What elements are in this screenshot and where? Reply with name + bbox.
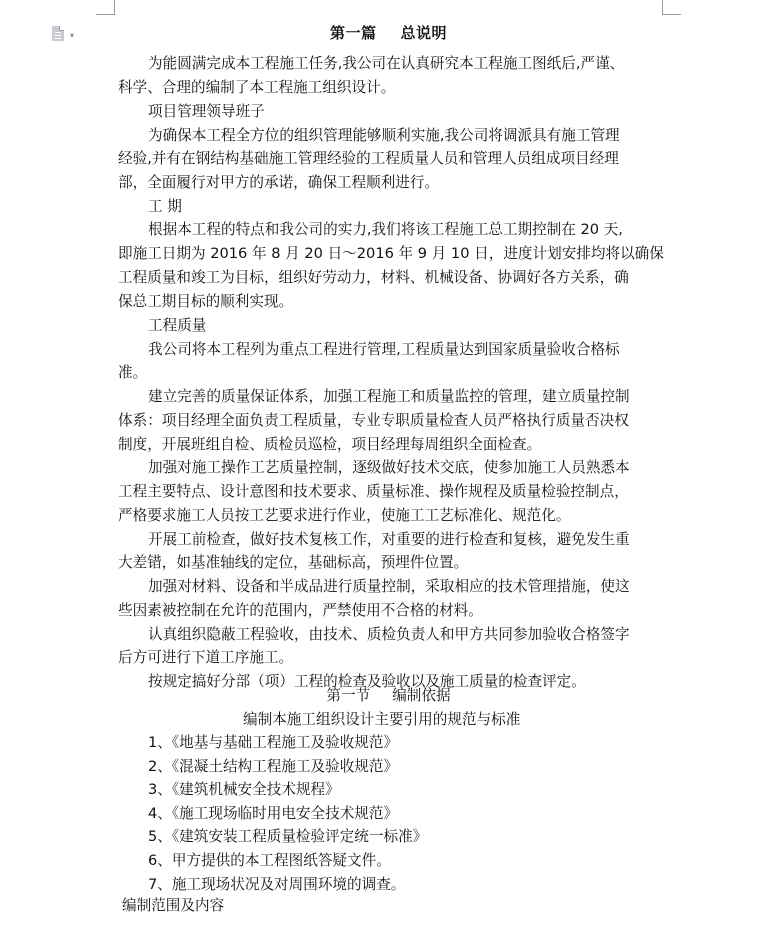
body-line: 按规定搞好分部（项）工程的检查及验收以及施工质量的检查评定。	[148, 673, 586, 690]
list-item: 6、甲方提供的本工程图纸答疑文件。	[148, 852, 391, 869]
body-line: 部，全面履行对甲方的承诺，确保工程顺利进行。	[118, 174, 440, 191]
body-line: 加强对材料、设备和半成品进行质量控制，采取相应的技术管理措施，使这	[148, 578, 630, 595]
body-line: 准。	[118, 364, 148, 381]
body-line: 为确保本工程全方位的组织管理能够顺利实施,我公司将调派具有施工管理	[148, 127, 620, 144]
section-part-2: 编制依据	[392, 687, 451, 704]
title-part-2: 总说明	[400, 24, 448, 42]
standards-heading: 编制本施工组织设计主要引用的规范与标准	[243, 711, 521, 728]
body-line: 经验,并有在钢结构基础施工管理经验的工程质量人员和管理人员组成项目经理	[118, 150, 619, 167]
body-line: 保总工期目标的顺利实现。	[118, 293, 294, 310]
list-item: 2、《混凝土结构工程施工及验收规范》	[148, 757, 399, 775]
list-item: 3、《建筑机械安全技术规程》	[148, 781, 340, 799]
list-item: 4、《施工现场临时用电安全技术规范》	[148, 804, 399, 822]
body-line: 建立完善的质量保证体系，加强工程施工和质量监控的管理，建立质量控制	[148, 388, 630, 405]
section-heading	[0, 686, 777, 706]
body-line: 认真组织隐蔽工程验收，由技术、质检负责人和甲方共同参加验收合格签字	[148, 626, 630, 643]
body-line: 科学、合理的编制了本工程施工组织设计。	[118, 79, 396, 96]
body-line: 后方可进行下道工序施工。	[118, 649, 294, 666]
body-line: 工 期	[148, 198, 182, 215]
body-line: 严格要求施工人员按工艺要求进行作业，使施工工艺标准化、规范化。	[118, 507, 571, 524]
body-line: 些因素被控制在允许的范围内，严禁使用不合格的材料。	[118, 602, 483, 619]
section-part-1: 第一节	[326, 687, 371, 704]
chevron-down-icon[interactable]: ▾	[70, 31, 75, 40]
body-line: 体系：项目经理全面负责工程质量，专业专职质量检查人员严格执行质量否决权	[118, 412, 629, 429]
body-line: 加强对施工操作工艺质量控制，逐级做好技术交底，使参加施工人员熟悉本	[148, 459, 630, 476]
scope-heading: 编制范围及内容	[122, 897, 225, 914]
body-line: 工程质量和竣工为目标，组织好劳动力，材料、机械设备、协调好各方关系，确	[118, 269, 629, 286]
list-item: 5、《建筑安装工程质量检验评定统一标准》	[148, 828, 428, 846]
page-title	[0, 22, 777, 43]
body-line: 项目管理领导班子	[148, 103, 265, 120]
list-item: 1、《地基与基础工程施工及验收规范》	[148, 734, 399, 751]
body-line: 开展工前检查，做好技术复核工作，对重要的进行检查和复核，避免发生重	[148, 531, 630, 548]
list-item: 7、施工现场状况及对周围环境的调查。	[148, 875, 406, 893]
crop-mark-top-left	[96, 0, 115, 15]
body-line: 工程主要特点、设计意图和技术要求、质量标准、操作规程及质量检验控制点，	[118, 483, 629, 500]
title-part-1: 第一篇	[329, 24, 377, 42]
crop-mark-top-right	[662, 0, 681, 15]
body-line: 我公司将本工程列为重点工程进行管理,工程质量达到国家质量验收合格标	[148, 341, 620, 358]
body-line: 为能圆满完成本工程施工任务,我公司在认真研究本工程施工图纸后,严谨、	[148, 55, 625, 72]
body-line: 大差错，如基准轴线的定位，基础标高，预埋件位置。	[118, 554, 469, 571]
body-line: 根据本工程的特点和我公司的实力,我们将该工程施工总工期控制在 20 天,	[148, 221, 623, 238]
body-line: 即施工日期为 2016 年 8 月 20 日～2016 年 9 月 10 日，进度计划安排均将以确保	[118, 245, 664, 262]
body-line: 制度，开展班组自检、质检员巡检，项目经理每周组织全面检查。	[118, 436, 542, 453]
body-line: 工程质量	[148, 317, 207, 334]
